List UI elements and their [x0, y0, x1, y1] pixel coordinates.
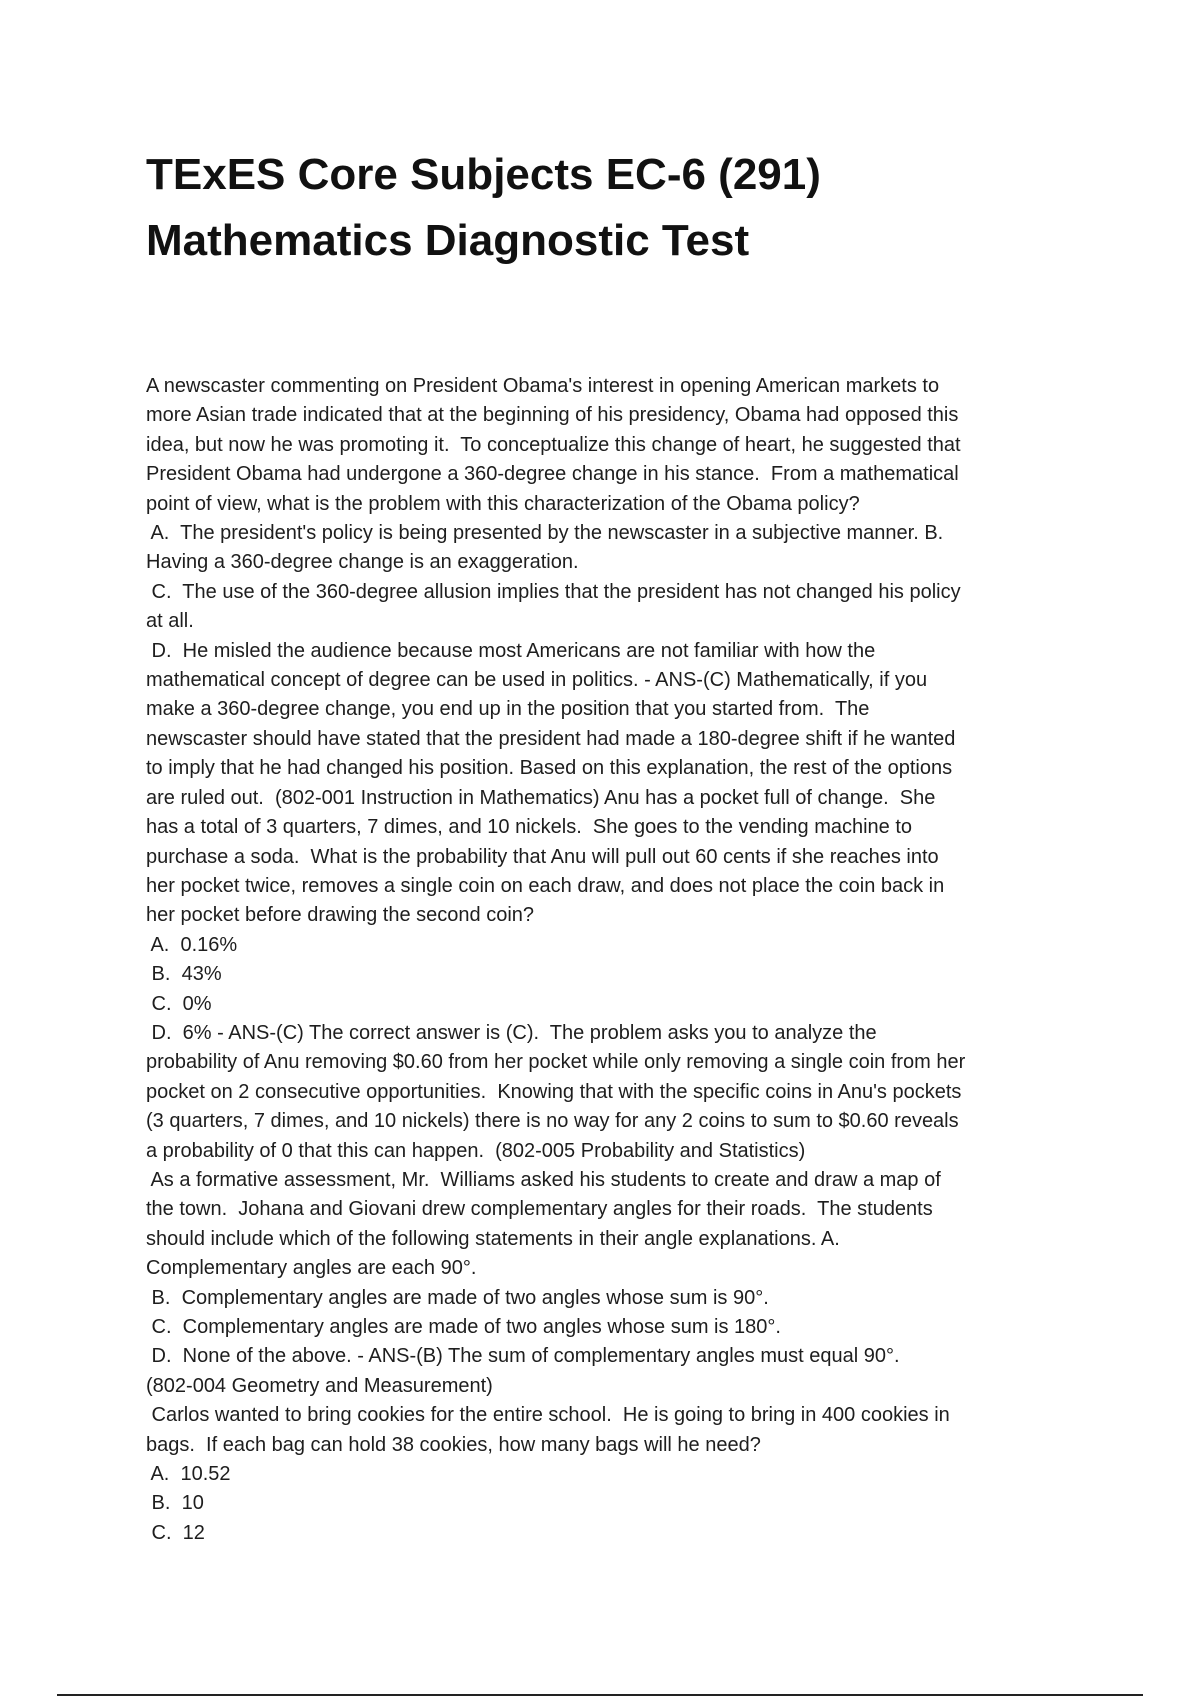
title-line-2: Mathematics Diagnostic Test: [146, 216, 750, 265]
text-line: C. 0%: [146, 992, 212, 1015]
text-line: make a 360-degree change, you end up in the position that you started from. The: [146, 698, 870, 721]
text-line: Complementary angles are each 90°.: [146, 1257, 477, 1280]
text-line: B. 43%: [146, 963, 222, 986]
text-line: pocket on 2 consecutive opportunities. Knowing that with the specific coins in Anu's pockets: [146, 1080, 962, 1103]
text-line: A. 0.16%: [146, 933, 238, 956]
text-line: C. 12: [146, 1521, 205, 1544]
text-line: D. 6% - ANS-(C) The correct answer is (C). The problem asks you to analyze the: [146, 1021, 877, 1044]
text-line: D. He misled the audience because most Americans are not familiar with how the: [146, 639, 876, 662]
text-line: are ruled out. (802-001 Instruction in Mathematics) Anu has a pocket full of change. She: [146, 786, 936, 809]
text-line: A. 10.52: [146, 1463, 231, 1486]
text-line: has a total of 3 quarters, 7 dimes, and 10 nickels. She goes to the vending machine to: [146, 816, 913, 839]
text-line: C. The use of the 360-degree allusion implies that the president has not changed his policy: [146, 580, 961, 603]
text-line: B. Complementary angles are made of two angles whose sum is 90°.: [146, 1286, 769, 1309]
text-line: A. The president's policy is being presented by the newscaster in a subjective manner. B.: [146, 522, 944, 545]
text-line: purchase a soda. What is the probability that Anu will pull out 60 cents if she reaches into: [146, 845, 939, 868]
text-line: a probability of 0 that this can happen. (802-005 Probability and Statistics): [146, 1139, 806, 1162]
text-line: the town. Johana and Giovani drew complementary angles for their roads. The students: [146, 1198, 933, 1221]
text-line: A newscaster commenting on President Obama's interest in opening American markets to: [146, 375, 940, 397]
text-line: B. 10: [146, 1492, 204, 1515]
text-line: idea, but now he was promoting it. To conceptualize this change of heart, he suggested that: [146, 433, 961, 456]
text-line: her pocket twice, removes a single coin on each draw, and does not place the coin back in: [146, 874, 945, 897]
text-line: probability of Anu removing $0.60 from her pocket while only removing a single coin from her: [146, 1051, 966, 1074]
text-line: more Asian trade indicated that at the beginning of his presidency, Obama had opposed this: [146, 404, 959, 427]
text-line: to imply that he had changed his position. Based on this explanation, the rest of the options: [146, 757, 953, 780]
text-line: D. None of the above. - ANS-(B) The sum of complementary angles must equal 90°.: [146, 1345, 900, 1368]
text-line: Having a 360-degree change is an exaggeration.: [146, 551, 579, 574]
page-title: [146, 142, 1126, 274]
text-line: point of view, what is the problem with this characterization of the Obama policy?: [146, 492, 860, 515]
text-line: As a formative assessment, Mr. Williams asked his students to create and draw a map of: [146, 1168, 941, 1191]
text-line: mathematical concept of degree can be used in politics. - ANS-(C) Mathematically, if you: [146, 669, 928, 692]
document-body: [146, 372, 1066, 1548]
text-line: (802-004 Geometry and Measurement): [146, 1374, 493, 1397]
text-line: Carlos wanted to bring cookies for the entire school. He is going to bring in 400 cookies in: [146, 1404, 950, 1427]
text-line: her pocket before drawing the second coin?: [146, 904, 535, 927]
text-line: should include which of the following statements in their angle explanations. A.: [146, 1227, 840, 1250]
text-line: (3 quarters, 7 dimes, and 10 nickels) there is no way for any 2 coins to sum to $0.60 reveals: [146, 1110, 959, 1133]
text-line: President Obama had undergone a 360-degree change in his stance. From a mathematical: [146, 463, 959, 486]
title-line-1: TExES Core Subjects EC-6 (291): [146, 150, 821, 199]
text-line: newscaster should have stated that the president had made a 180-degree shift if he wanted: [146, 727, 956, 750]
text-line: C. Complementary angles are made of two angles whose sum is 180°.: [146, 1316, 781, 1338]
footer-divider: [57, 1694, 1143, 1696]
text-line: at all.: [146, 610, 194, 633]
text-line: bags. If each bag can hold 38 cookies, how many bags will he need?: [146, 1433, 761, 1456]
